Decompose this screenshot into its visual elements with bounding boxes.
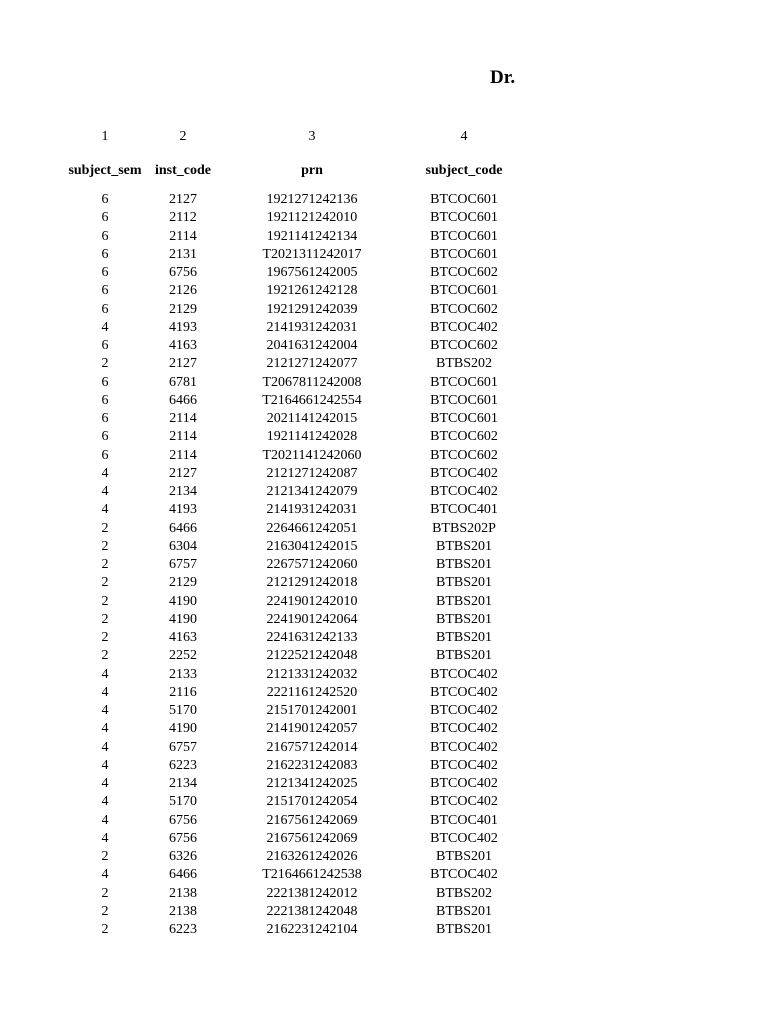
cell-subject-code: BTBS202 bbox=[435, 356, 492, 372]
cell-subject-code: BTCOC402 bbox=[430, 757, 498, 773]
cell-subject-sem: 2 bbox=[101, 630, 109, 645]
table-row bbox=[66, 885, 526, 903]
cell-subject-code: BTBS201 bbox=[435, 593, 492, 609]
table-row bbox=[66, 392, 526, 410]
cell-inst-code: 6466 bbox=[169, 867, 197, 883]
table-row bbox=[66, 374, 526, 392]
cell-inst-code: 6756 bbox=[169, 812, 197, 828]
cell-subject-code: BTCOC402 bbox=[430, 739, 498, 755]
table-header-row bbox=[66, 152, 526, 188]
cell-subject-sem: 6 bbox=[101, 338, 109, 353]
table-row bbox=[66, 629, 526, 647]
cell-inst-code: 6466 bbox=[169, 520, 197, 536]
cell-inst-code: 2127 bbox=[169, 356, 197, 372]
cell-subject-code: BTCOC602 bbox=[430, 429, 498, 445]
cell-subject-code: BTBS201 bbox=[435, 849, 492, 864]
cell-subject-code: BTCOC402 bbox=[430, 776, 498, 791]
cell-subject-code: BTBS202 bbox=[435, 885, 492, 901]
cell-subject-sem: 2 bbox=[101, 593, 109, 609]
cell-prn: 2241901242010 bbox=[266, 593, 358, 609]
cell-prn: 1921261242128 bbox=[266, 283, 358, 299]
cell-subject-sem: 6 bbox=[101, 429, 109, 445]
table-row bbox=[66, 520, 526, 538]
cell-subject-sem: 4 bbox=[101, 484, 109, 499]
cell-inst-code: 5170 bbox=[169, 703, 197, 718]
cell-inst-code: 2134 bbox=[169, 484, 197, 499]
cell-subject-sem: 2 bbox=[101, 903, 109, 919]
cell-prn: 2121331242032 bbox=[266, 666, 358, 682]
table-row bbox=[66, 301, 526, 319]
table-row bbox=[66, 428, 526, 446]
cell-subject-code: BTCOC601 bbox=[430, 192, 498, 207]
cell-prn: 2163041242015 bbox=[266, 538, 358, 554]
table-row bbox=[66, 319, 526, 337]
cell-prn: 2241901242064 bbox=[266, 611, 358, 627]
cell-subject-code: BTCOC602 bbox=[430, 447, 498, 463]
cell-inst-code: 4163 bbox=[169, 630, 197, 645]
cell-subject-code: BTBS202P bbox=[432, 520, 496, 536]
cell-subject-code: BTBS201 bbox=[435, 538, 492, 554]
cell-prn: 2162231242083 bbox=[266, 757, 358, 773]
cell-prn: T2164661242554 bbox=[262, 392, 362, 408]
table-row bbox=[66, 921, 526, 939]
cell-inst-code: 2116 bbox=[169, 684, 197, 700]
cell-subject-code: BTBS201 bbox=[435, 648, 492, 664]
cell-subject-sem: 4 bbox=[101, 502, 109, 518]
cell-inst-code: 4190 bbox=[169, 611, 197, 627]
cell-subject-code: BTCOC601 bbox=[430, 411, 498, 426]
cell-subject-sem: 6 bbox=[101, 411, 109, 426]
table-row bbox=[66, 264, 526, 282]
cell-prn: 2167561242069 bbox=[266, 830, 358, 846]
cell-subject-code: BTBS201 bbox=[435, 903, 492, 919]
cell-prn: 2163261242026 bbox=[266, 849, 358, 864]
cell-prn: 2167561242069 bbox=[266, 812, 358, 828]
cell-inst-code: 2114 bbox=[169, 228, 197, 244]
cell-prn: 2121341242079 bbox=[266, 484, 358, 499]
column-header-subject-sem: subject_sem bbox=[68, 162, 142, 178]
cell-subject-sem: 2 bbox=[101, 648, 109, 664]
cell-prn: 2021141242015 bbox=[266, 411, 358, 426]
table-row bbox=[66, 647, 526, 665]
cell-inst-code: 6304 bbox=[169, 538, 197, 554]
cell-subject-code: BTCOC402 bbox=[430, 684, 498, 700]
cell-inst-code: 2133 bbox=[169, 666, 197, 682]
table-row bbox=[66, 666, 526, 684]
cell-subject-sem: 2 bbox=[101, 849, 109, 864]
table-row bbox=[66, 209, 526, 227]
cell-inst-code: 2114 bbox=[169, 447, 197, 463]
table-row bbox=[66, 538, 526, 556]
cell-subject-sem: 4 bbox=[101, 319, 109, 335]
cell-inst-code: 2114 bbox=[169, 411, 197, 426]
cell-subject-code: BTCOC601 bbox=[430, 283, 498, 299]
cell-subject-sem: 2 bbox=[101, 356, 109, 372]
column-header-subject-code: subject_code bbox=[425, 162, 503, 178]
cell-inst-code: 4190 bbox=[169, 593, 197, 609]
cell-subject-sem: 4 bbox=[101, 812, 109, 828]
cell-subject-sem: 4 bbox=[101, 703, 109, 718]
cell-subject-sem: 6 bbox=[101, 392, 109, 408]
cell-inst-code: 4193 bbox=[169, 319, 197, 335]
cell-prn: 2121271242077 bbox=[266, 356, 358, 372]
table-row bbox=[66, 775, 526, 793]
cell-subject-code: BTCOC601 bbox=[430, 228, 498, 244]
cell-inst-code: 2252 bbox=[169, 648, 197, 664]
cell-inst-code: 4193 bbox=[169, 502, 197, 518]
table-row bbox=[66, 483, 526, 501]
cell-prn: 2141901242057 bbox=[266, 721, 358, 737]
table-row bbox=[66, 830, 526, 848]
cell-inst-code: 2134 bbox=[169, 776, 197, 791]
cell-prn: 2041631242004 bbox=[266, 338, 358, 353]
table-row bbox=[66, 556, 526, 574]
table-row bbox=[66, 793, 526, 811]
cell-inst-code: 6223 bbox=[169, 757, 197, 773]
cell-subject-sem: 6 bbox=[101, 447, 109, 463]
cell-subject-code: BTCOC601 bbox=[430, 374, 498, 390]
cell-subject-sem: 6 bbox=[101, 228, 109, 244]
cell-prn: T2164661242538 bbox=[262, 867, 362, 883]
cell-subject-sem: 6 bbox=[101, 246, 109, 262]
cell-inst-code: 6326 bbox=[169, 849, 197, 864]
cell-subject-sem: 6 bbox=[101, 283, 109, 299]
cell-prn: 2267571242060 bbox=[266, 557, 358, 572]
cell-subject-sem: 4 bbox=[101, 465, 109, 481]
cell-inst-code: 6757 bbox=[169, 557, 197, 572]
column-header-prn: prn bbox=[301, 162, 323, 178]
cell-prn: 2121271242087 bbox=[266, 465, 358, 481]
cell-inst-code: 2114 bbox=[169, 429, 197, 445]
table-row bbox=[66, 282, 526, 300]
cell-subject-code: BTCOC402 bbox=[430, 465, 498, 481]
table-row bbox=[66, 447, 526, 465]
cell-prn: T2067811242008 bbox=[262, 374, 362, 390]
cell-subject-code: BTCOC402 bbox=[430, 319, 498, 335]
cell-prn: 2167571242014 bbox=[266, 739, 358, 755]
cell-prn: T2021311242017 bbox=[262, 246, 362, 262]
table-row bbox=[66, 720, 526, 738]
column-header-inst-code: inst_code bbox=[155, 162, 211, 178]
page-title: Dr. bbox=[490, 67, 516, 88]
cell-subject-code: BTCOC601 bbox=[430, 392, 498, 408]
table-row bbox=[66, 866, 526, 884]
cell-prn: 2141931242031 bbox=[266, 502, 358, 518]
cell-prn: 2162231242104 bbox=[266, 922, 358, 937]
cell-inst-code: 2138 bbox=[169, 903, 197, 919]
cell-subject-sem: 2 bbox=[101, 520, 109, 536]
column-number: 1 bbox=[101, 129, 109, 144]
cell-subject-sem: 6 bbox=[101, 210, 109, 226]
cell-subject-code: BTCOC402 bbox=[430, 721, 498, 737]
cell-subject-sem: 4 bbox=[101, 721, 109, 737]
cell-inst-code: 2126 bbox=[169, 283, 197, 299]
table-row bbox=[66, 702, 526, 720]
cell-subject-sem: 4 bbox=[101, 776, 109, 791]
cell-prn: 2241631242133 bbox=[266, 630, 358, 645]
cell-prn: 1921141242134 bbox=[266, 228, 358, 244]
cell-prn: 2221381242012 bbox=[266, 885, 358, 901]
table-row bbox=[66, 593, 526, 611]
table-row bbox=[66, 812, 526, 830]
cell-subject-sem: 2 bbox=[101, 575, 109, 591]
cell-subject-code: BTBS201 bbox=[435, 922, 492, 937]
cell-subject-code: BTBS201 bbox=[435, 557, 492, 572]
table-body bbox=[66, 191, 526, 939]
cell-subject-code: BTCOC401 bbox=[430, 812, 498, 828]
cell-inst-code: 5170 bbox=[169, 794, 197, 810]
cell-subject-code: BTCOC402 bbox=[430, 666, 498, 682]
cell-prn: 2121291242018 bbox=[266, 575, 358, 591]
cell-prn: 2151701242054 bbox=[266, 794, 358, 810]
cell-prn: 1921121242010 bbox=[266, 210, 358, 226]
table-row bbox=[66, 757, 526, 775]
cell-inst-code: 2127 bbox=[169, 192, 197, 207]
column-number-row bbox=[66, 127, 526, 147]
table-row bbox=[66, 228, 526, 246]
cell-inst-code: 6466 bbox=[169, 392, 197, 408]
cell-subject-code: BTCOC601 bbox=[430, 210, 498, 226]
cell-subject-code: BTCOC401 bbox=[430, 502, 498, 518]
cell-subject-code: BTCOC602 bbox=[430, 338, 498, 353]
table-row bbox=[66, 246, 526, 264]
cell-subject-code: BTCOC402 bbox=[430, 484, 498, 499]
table-row bbox=[66, 684, 526, 702]
cell-subject-sem: 2 bbox=[101, 557, 109, 572]
cell-inst-code: 2138 bbox=[169, 885, 197, 901]
cell-subject-code: BTCOC602 bbox=[430, 265, 498, 280]
table-row bbox=[66, 903, 526, 921]
cell-inst-code: 2127 bbox=[169, 465, 197, 481]
column-number: 4 bbox=[460, 129, 468, 144]
cell-subject-code: BTCOC402 bbox=[430, 867, 498, 883]
cell-subject-sem: 4 bbox=[101, 684, 109, 700]
cell-subject-sem: 2 bbox=[101, 922, 109, 937]
cell-inst-code: 6757 bbox=[169, 739, 197, 755]
cell-subject-code: BTBS201 bbox=[435, 611, 492, 627]
cell-prn: 1921291242039 bbox=[266, 301, 358, 317]
cell-subject-code: BTCOC602 bbox=[430, 301, 498, 317]
cell-subject-sem: 4 bbox=[101, 757, 109, 773]
cell-prn: 2151701242001 bbox=[266, 703, 358, 718]
cell-subject-sem: 6 bbox=[101, 265, 109, 280]
cell-prn: 2121341242025 bbox=[266, 776, 358, 791]
cell-inst-code: 2129 bbox=[169, 575, 197, 591]
table-row bbox=[66, 191, 526, 209]
cell-subject-sem: 6 bbox=[101, 192, 109, 207]
cell-prn: 1967561242005 bbox=[266, 265, 358, 280]
data-table bbox=[66, 127, 526, 939]
cell-prn: 2141931242031 bbox=[266, 319, 358, 335]
cell-inst-code: 6781 bbox=[169, 374, 197, 390]
cell-prn: 2221161242520 bbox=[266, 684, 358, 700]
cell-prn: 1921271242136 bbox=[266, 192, 358, 207]
column-number: 2 bbox=[179, 129, 187, 144]
table-row bbox=[66, 574, 526, 592]
cell-subject-sem: 4 bbox=[101, 830, 109, 846]
cell-inst-code: 6756 bbox=[169, 265, 197, 280]
cell-subject-code: BTBS201 bbox=[435, 630, 492, 645]
cell-prn: 2264661242051 bbox=[266, 520, 358, 536]
cell-subject-code: BTCOC402 bbox=[430, 703, 498, 718]
table-row bbox=[66, 410, 526, 428]
cell-subject-code: BTBS201 bbox=[435, 575, 492, 591]
table-row bbox=[66, 739, 526, 757]
cell-prn: 2122521242048 bbox=[266, 648, 358, 664]
table-row bbox=[66, 465, 526, 483]
cell-prn: 1921141242028 bbox=[266, 429, 358, 445]
cell-inst-code: 2129 bbox=[169, 301, 197, 317]
column-number: 3 bbox=[308, 129, 316, 144]
cell-inst-code: 2131 bbox=[169, 246, 197, 262]
table-row bbox=[66, 848, 526, 866]
cell-inst-code: 4163 bbox=[169, 338, 197, 353]
table-row bbox=[66, 501, 526, 519]
cell-subject-sem: 2 bbox=[101, 885, 109, 901]
cell-subject-sem: 6 bbox=[101, 301, 109, 317]
cell-subject-code: BTCOC601 bbox=[430, 246, 498, 262]
cell-subject-sem: 4 bbox=[101, 666, 109, 682]
cell-inst-code: 2112 bbox=[169, 210, 197, 226]
cell-subject-sem: 4 bbox=[101, 794, 109, 810]
cell-subject-sem: 4 bbox=[101, 739, 109, 755]
cell-prn: T2021141242060 bbox=[262, 447, 362, 463]
cell-subject-sem: 2 bbox=[101, 538, 109, 554]
cell-prn: 2221381242048 bbox=[266, 903, 358, 919]
cell-subject-code: BTCOC402 bbox=[430, 830, 498, 846]
cell-inst-code: 6756 bbox=[169, 830, 197, 846]
cell-inst-code: 4190 bbox=[169, 721, 197, 737]
cell-inst-code: 6223 bbox=[169, 922, 197, 937]
table-row bbox=[66, 337, 526, 355]
cell-subject-sem: 2 bbox=[101, 611, 109, 627]
cell-subject-sem: 6 bbox=[101, 374, 109, 390]
cell-subject-sem: 4 bbox=[101, 867, 109, 883]
table-row bbox=[66, 611, 526, 629]
table-row bbox=[66, 355, 526, 373]
cell-subject-code: BTCOC402 bbox=[430, 794, 498, 810]
